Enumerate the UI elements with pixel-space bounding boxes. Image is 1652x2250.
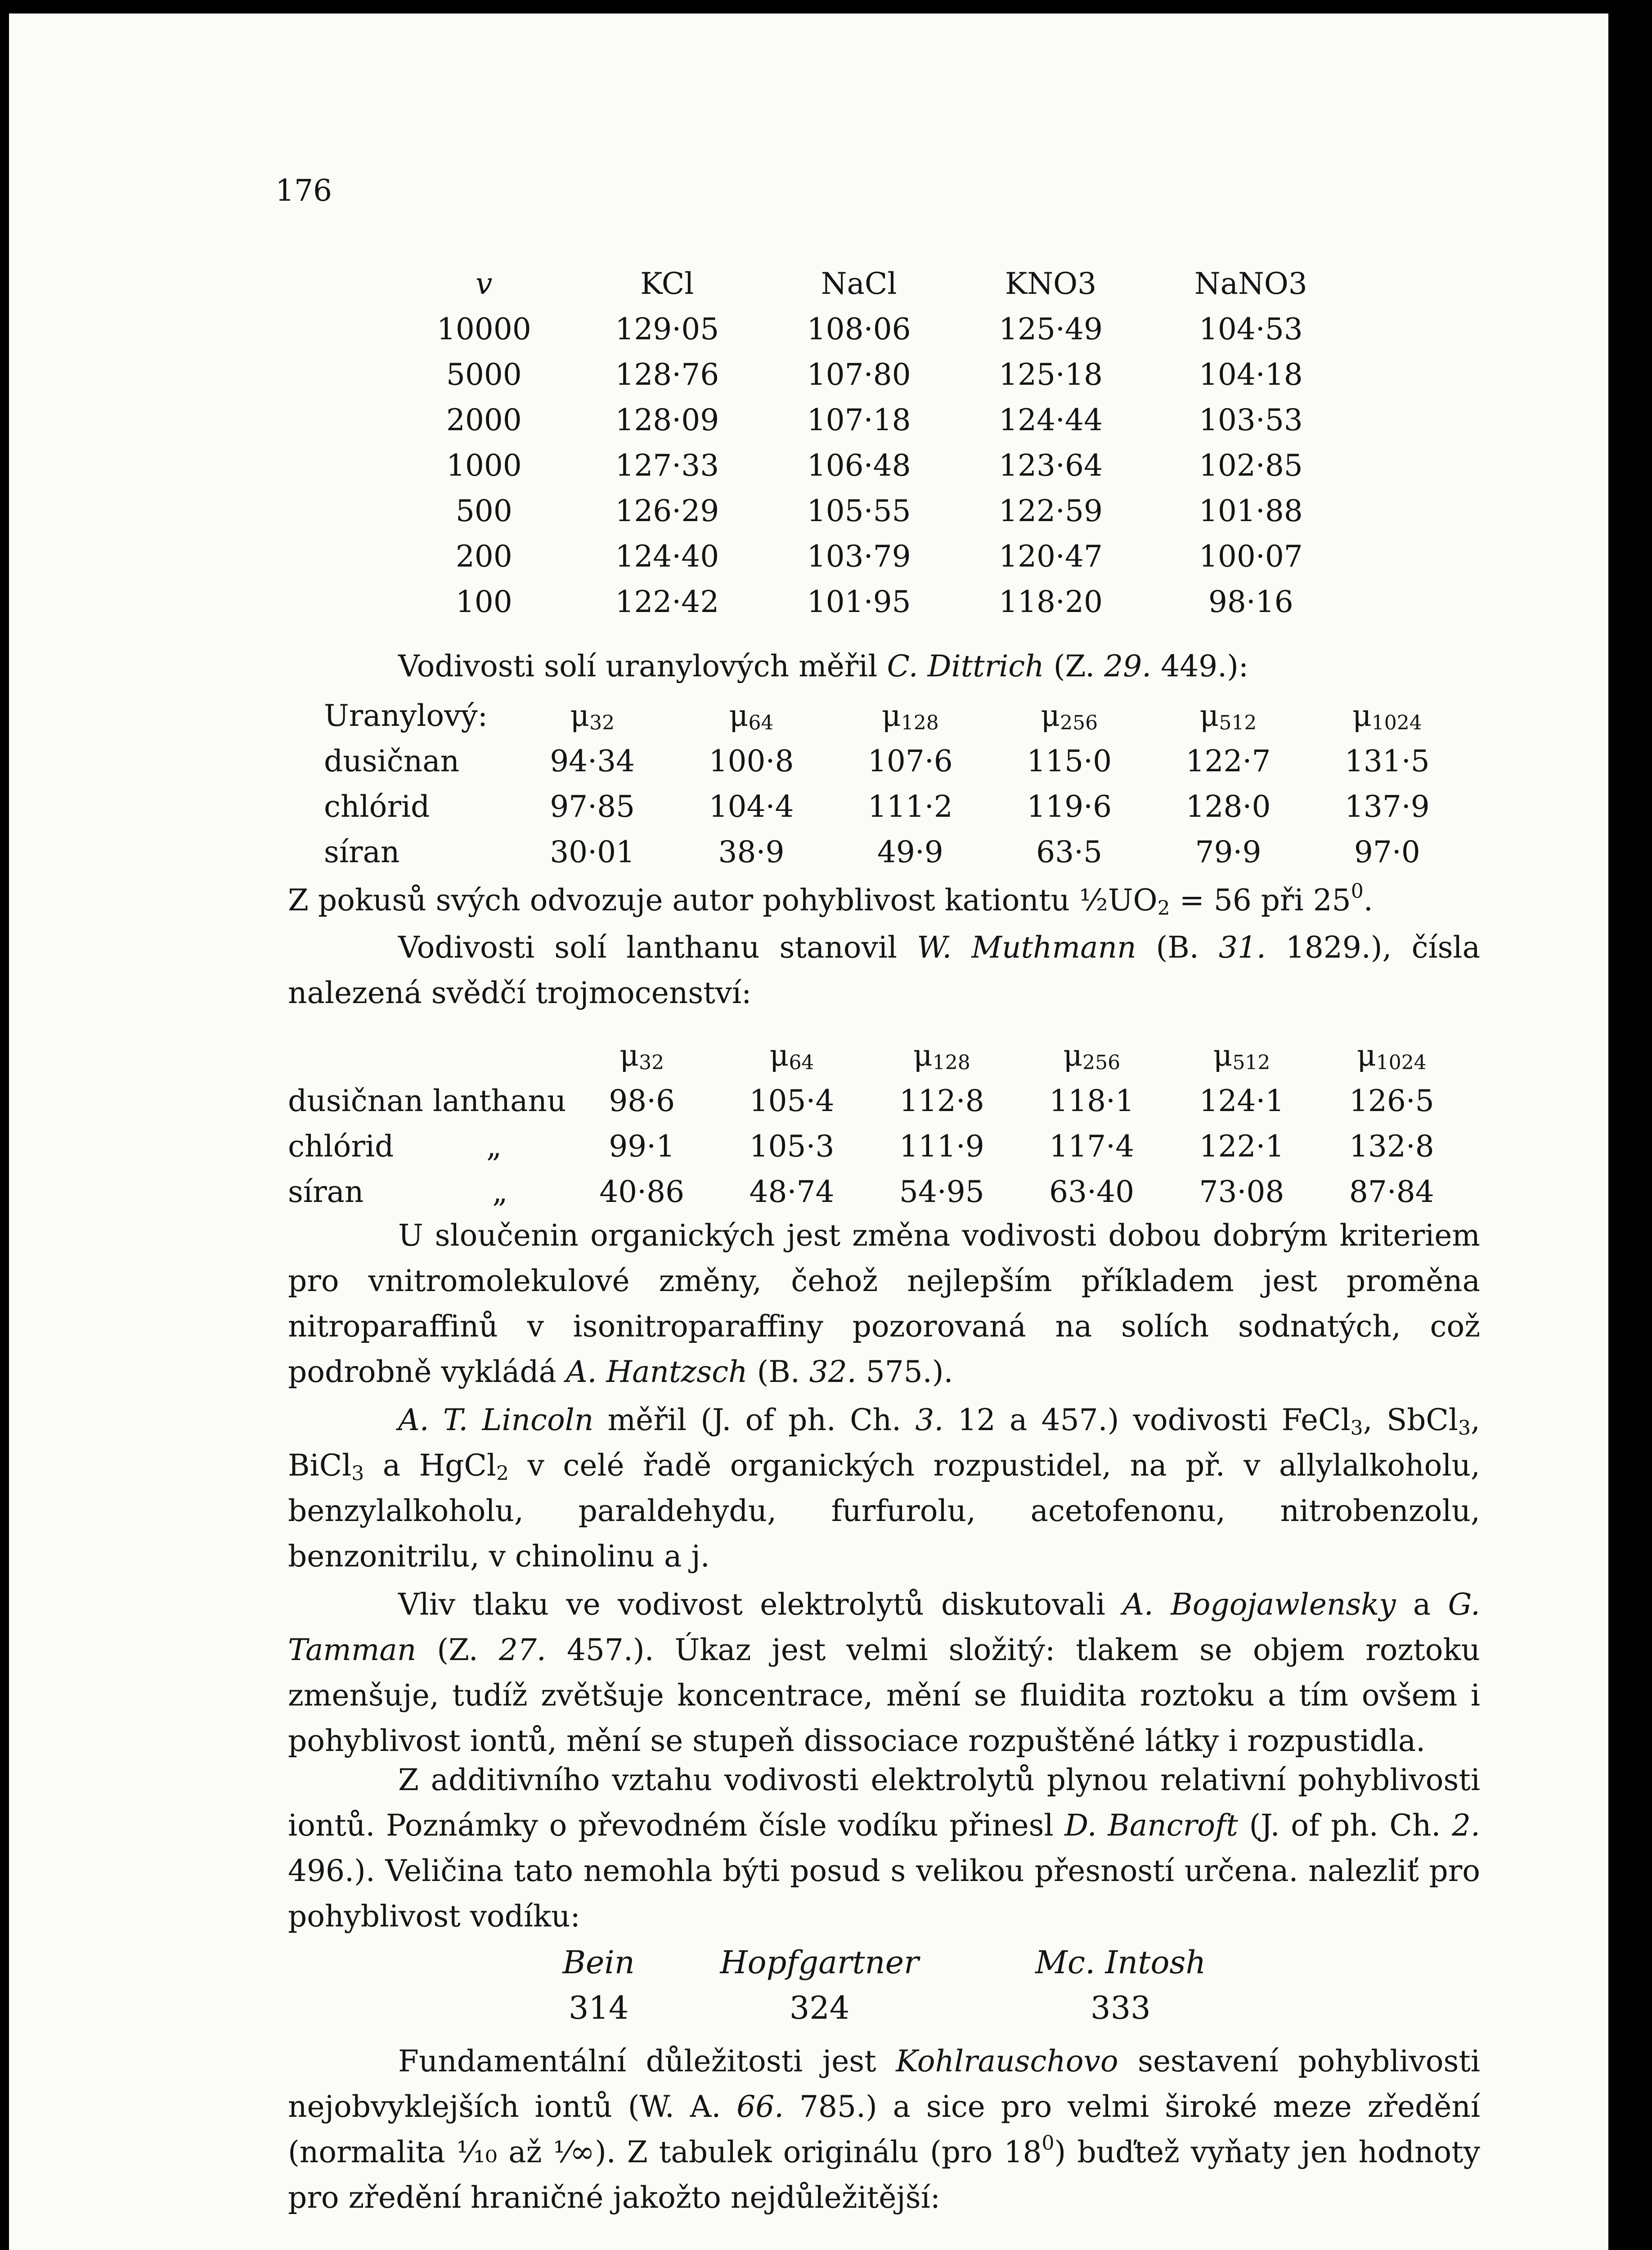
table-cell: 120·47 xyxy=(999,539,1103,574)
table-cell: 122·7 xyxy=(1185,744,1271,778)
paragraph-text: Vliv tlaku ve vodivost elektrolytů diskutovali xyxy=(398,1587,1123,1622)
mu-header: $\mu_{128}$ xyxy=(881,698,939,734)
column-header-nacl: NaCl xyxy=(821,266,897,301)
paragraph-fundamental xyxy=(288,2038,1480,2220)
table-cell: 131·5 xyxy=(1344,744,1430,778)
mu-subscript: 64 xyxy=(748,711,774,734)
conductivity-table-alkali xyxy=(397,261,1355,625)
paragraph-text: a xyxy=(1396,1587,1448,1622)
column-header-kcl: KCl xyxy=(640,266,694,301)
author-name: Mc. Intosh xyxy=(1035,1944,1206,1981)
table-cell: 324 xyxy=(789,1989,850,2026)
table-cell: 94·34 xyxy=(550,744,635,778)
table-cell: 111·9 xyxy=(899,1129,984,1164)
table-row xyxy=(397,534,1355,579)
empty-header-cell xyxy=(288,1033,567,1078)
mu-header: $\mu_{512}$ xyxy=(1213,1038,1270,1074)
fraction: ¹⁄∞ xyxy=(553,2135,595,2169)
degree-superscript: 0 xyxy=(1041,2132,1055,2155)
table-header-row xyxy=(397,261,1355,306)
subscript: 3 xyxy=(351,1462,364,1485)
row-label xyxy=(288,1169,567,1215)
table-cell: 2000 xyxy=(446,403,522,437)
table-cell: 102·85 xyxy=(1199,448,1303,483)
table-cell: 115·0 xyxy=(1027,744,1112,778)
author-name: W. Muthmann xyxy=(917,930,1136,965)
row-label xyxy=(288,1124,567,1169)
table-cell: 105·4 xyxy=(749,1084,835,1118)
table-row xyxy=(540,1985,1260,2030)
table-cell: 10000 xyxy=(436,312,531,346)
row-label xyxy=(288,1078,567,1124)
table-cell: 117·4 xyxy=(1049,1129,1135,1164)
table-row xyxy=(397,579,1355,625)
hydrogen-mobility-table xyxy=(540,1940,1260,2030)
subscript: 2 xyxy=(1157,897,1170,920)
author-name: G. Tamman xyxy=(288,1587,1480,1667)
page-number: 176 xyxy=(275,173,332,208)
paragraph-organic xyxy=(288,1213,1480,1395)
table-row xyxy=(397,488,1355,534)
table-cell: 99·1 xyxy=(609,1129,675,1164)
author-name: A. Hantzsch xyxy=(566,1354,748,1389)
caption-text: (Z. xyxy=(1044,649,1104,684)
table-cell: 38·9 xyxy=(718,835,785,869)
table-cell: 104·4 xyxy=(709,789,794,824)
volume-number: 31. xyxy=(1218,930,1266,965)
caption-uranyl xyxy=(398,644,1478,689)
row-label-text: síran xyxy=(288,1174,364,1209)
table-cell: 101·95 xyxy=(807,585,911,619)
paragraph-text: (J. of ph. Ch. xyxy=(1238,1808,1452,1843)
table-row xyxy=(288,1169,1467,1215)
table-row xyxy=(288,1124,1467,1169)
table-cell: 104·53 xyxy=(1199,312,1303,346)
mu-subscript: 256 xyxy=(1060,711,1098,734)
table-header-row xyxy=(288,1033,1467,1078)
paragraph-text: 12 a 457.) vodivosti FeCl xyxy=(943,1403,1351,1437)
table-cell: 30·01 xyxy=(550,835,635,869)
caption-text: 449.): xyxy=(1151,649,1249,684)
volume-number: 2. xyxy=(1452,1808,1481,1843)
table-cell: 107·80 xyxy=(807,357,911,392)
table-cell: 126·29 xyxy=(615,494,719,528)
table-cell: 128·76 xyxy=(615,357,719,392)
table-cell: 98·6 xyxy=(609,1084,675,1118)
table-cell: 101·88 xyxy=(1199,494,1303,528)
mu-subscript: 512 xyxy=(1219,711,1257,734)
conductivity-table-uranyl xyxy=(324,693,1467,875)
degree-superscript: 0 xyxy=(1351,880,1364,903)
paragraph-additive xyxy=(288,1757,1480,1939)
table-cell: 333 xyxy=(1091,1989,1151,2026)
table-cell: 103·53 xyxy=(1199,403,1303,437)
mu-header: $\mu_{64}$ xyxy=(769,1038,814,1074)
table-cell: 105·55 xyxy=(807,494,911,528)
mu-subscript: 32 xyxy=(589,711,615,734)
ditto-mark: „ xyxy=(492,1174,508,1209)
nano3-label: NaNO3 xyxy=(1194,266,1307,301)
paragraph-text: ) buďtež vyňaty jen hodnoty pro zředění hraničné jakožto nejdůležitější: xyxy=(288,2135,1480,2215)
table-cell: 106·48 xyxy=(807,448,911,483)
mu-header: $\mu_{256}$ xyxy=(1063,1038,1121,1074)
paragraph-text: sestavení pohyblivosti nejobvyklejších iontů (W. A. xyxy=(288,2044,1480,2124)
column-header-v xyxy=(397,261,571,306)
formula: ½UO xyxy=(1079,883,1158,918)
caption-text: Vodivosti solí uranylových měřil xyxy=(398,649,887,684)
table-cell: 100 xyxy=(455,585,512,619)
table-cell: 1000 xyxy=(446,448,522,483)
author-name: A. Bogojawlensky xyxy=(1122,1587,1396,1622)
table-row xyxy=(324,784,1467,829)
table-cell: 112·8 xyxy=(899,1084,984,1118)
subscript: 3 xyxy=(1458,1417,1471,1440)
table-row xyxy=(397,306,1355,352)
table-row xyxy=(288,1078,1467,1124)
table-cell: 79·9 xyxy=(1195,835,1261,869)
table-cell: 123·64 xyxy=(999,448,1103,483)
table-cell: 63·5 xyxy=(1036,835,1103,869)
paragraph-text: měřil (J. of ph. Ch. xyxy=(593,1403,916,1437)
row-label-uranyl: Uranylový: xyxy=(324,698,488,733)
table-cell: 100·8 xyxy=(709,744,794,778)
subscript: 2 xyxy=(496,1462,509,1485)
table-cell: 125·18 xyxy=(999,357,1103,392)
table-row xyxy=(324,829,1467,875)
table-cell: 73·08 xyxy=(1199,1174,1284,1209)
mu-header: $\mu_{128}$ xyxy=(913,1038,970,1074)
subscript: 3 xyxy=(1350,1417,1363,1440)
mu-header: $\mu_{512}$ xyxy=(1199,698,1257,734)
table-cell: 107·6 xyxy=(867,744,953,778)
table-cell: 128·0 xyxy=(1185,789,1271,824)
row-label: síran xyxy=(324,835,400,869)
table-cell: 314 xyxy=(568,1989,629,2026)
table-cell: 49·9 xyxy=(877,835,943,869)
table-row xyxy=(397,443,1355,488)
table-row xyxy=(397,397,1355,443)
row-label-text: dusičnan lanthanu xyxy=(288,1084,566,1118)
paragraph-text: 457.). Úkaz jest velmi složitý: tlakem se objem roztoku zmenšuje, tudíž zvětšuje koncentrace, mění se fluidita roztoku a tím ovšem i pohyblivost iontů, mění se stupeň dissociace rozpuštěné látky i rozpustidla. xyxy=(288,1633,1480,1758)
paragraph-text: Vodivosti solí lanthanu stanovil xyxy=(398,930,917,965)
header-v: v xyxy=(476,266,493,301)
table-cell: 127·33 xyxy=(615,448,719,483)
volume-number: 32. xyxy=(809,1354,857,1389)
volume-number: 66. xyxy=(736,2089,784,2124)
mu-header: $\mu_{256}$ xyxy=(1041,698,1098,734)
paragraph-text: = 56 při 25 xyxy=(1179,883,1351,918)
column-header-nano3 xyxy=(1147,261,1355,306)
paragraph-lanthanum xyxy=(288,925,1480,1016)
author-name: Hopfgartner xyxy=(720,1944,919,1981)
mu-subscript: 32 xyxy=(639,1051,664,1074)
mu-subscript: 512 xyxy=(1232,1051,1270,1074)
table-row xyxy=(324,738,1467,784)
table-cell: 118·1 xyxy=(1049,1084,1135,1118)
table-cell: 100·07 xyxy=(1199,539,1303,574)
table-cell: 124·44 xyxy=(999,403,1103,437)
mu-header: $\mu_{1024}$ xyxy=(1356,1038,1427,1074)
ditto-mark: „ xyxy=(486,1129,502,1164)
table-cell: 122·59 xyxy=(999,494,1103,528)
paragraph-text: Z pokusů svých odvozuje autor pohyblivost kationtu xyxy=(288,883,1070,918)
table-cell: 54·95 xyxy=(899,1174,984,1209)
book-page xyxy=(9,14,1608,2250)
table-cell: 108·06 xyxy=(807,312,911,346)
paragraph-text: (B. xyxy=(747,1354,809,1389)
paragraph-text: 1829.), čísla nalezená svědčí trojmocenství: xyxy=(288,930,1480,1010)
kno3-label: KNO3 xyxy=(1005,266,1097,301)
table-cell: 119·6 xyxy=(1027,789,1112,824)
volume-number: 29. xyxy=(1104,649,1152,684)
table-cell: 105·3 xyxy=(749,1129,835,1164)
author-name: D. Bancroft xyxy=(1064,1808,1238,1843)
table-cell: 125·49 xyxy=(999,312,1103,346)
table-cell: 124·40 xyxy=(615,539,719,574)
paragraph-lincoln: A. T. Lincoln měřil (J. of ph. Ch. 3. 12 a 457.) vodivosti FeCl$_3$, SbCl$_3$, BiCl$_3$ a HgCl$_2$ v celé řadě organických rozpustidel, na př. v allylalkoholu, benzylalkoholu, paraldehydu, furfurolu, acetofenonu, nitrobenzolu, benzonitrilu, v chinolinu a j. xyxy=(288,1403,1481,1574)
table-cell: 48·74 xyxy=(749,1174,835,1209)
mu-subscript: 64 xyxy=(789,1051,814,1074)
author-name: Bein xyxy=(562,1944,635,1981)
table-cell: 132·8 xyxy=(1349,1129,1434,1164)
table-row xyxy=(397,352,1355,397)
paragraph-text: Z additivního vztahu vodivosti elektrolytů plynou relativní pohyblivosti iontů. Poznámky o převodném čísle vodíku přinesl xyxy=(288,1763,1480,1843)
table-cell: 118·20 xyxy=(999,585,1103,619)
table-cell: 500 xyxy=(455,494,512,528)
volume-number: 27. xyxy=(498,1633,546,1667)
mu-subscript: 128 xyxy=(901,711,939,734)
table-header-row xyxy=(540,1940,1260,1985)
row-label: chlórid xyxy=(324,789,430,824)
table-cell: 137·9 xyxy=(1344,789,1430,824)
table-cell: 40·86 xyxy=(599,1174,685,1209)
table-cell: 5000 xyxy=(446,357,522,392)
paragraph-cation xyxy=(288,878,1480,923)
table-cell: 87·84 xyxy=(1349,1174,1434,1209)
table-cell: 122·42 xyxy=(615,585,719,619)
mu-subscript: 1024 xyxy=(1376,1051,1427,1074)
paragraph-text: (B. xyxy=(1136,930,1219,965)
author-name: A. T. Lincoln xyxy=(398,1403,594,1437)
mu-header: $\mu_{1024}$ xyxy=(1352,698,1422,734)
table-cell: 111·2 xyxy=(867,789,953,824)
paragraph-text: ). Z tabulek originálu (pro 18 xyxy=(594,2135,1042,2169)
column-header-kno3 xyxy=(955,261,1146,306)
paragraph-pressure xyxy=(288,1582,1480,1764)
paragraph-text: 575.). xyxy=(856,1354,953,1389)
table-cell: 104·18 xyxy=(1199,357,1303,392)
paragraph-text: U sloučenin organických jest změna vodivosti dobou dobrým kriteriem pro vnitromolekulové změny, čehož nejlepším příkladem jest proměna nitroparaffinů v isonitroparaffiny pozorovaná na solích sodnatých, což podrobně vykládá xyxy=(288,1218,1480,1389)
table-header-row xyxy=(324,693,1467,738)
mu-subscript: 1024 xyxy=(1371,711,1422,734)
table-cell: 97·85 xyxy=(550,789,635,824)
table-cell: 63·40 xyxy=(1049,1174,1135,1209)
paragraph-text: až xyxy=(497,2135,553,2169)
mu-subscript: 128 xyxy=(932,1051,970,1074)
table-cell: 129·05 xyxy=(615,312,719,346)
table-cell: 128·09 xyxy=(615,403,719,437)
table-cell: 122·1 xyxy=(1199,1129,1284,1164)
mu-header: $\mu_{64}$ xyxy=(729,698,774,734)
table-cell: 200 xyxy=(455,539,512,574)
paragraph-text: Fundamentální důležitosti jest xyxy=(398,2044,896,2079)
mu-subscript: 256 xyxy=(1082,1051,1121,1074)
paragraph-text: . xyxy=(1363,883,1373,918)
table-cell: 97·0 xyxy=(1354,835,1420,869)
author-name: Kohlrauschovo xyxy=(896,2044,1118,2079)
table-cell: 124·1 xyxy=(1199,1084,1284,1118)
table-cell: 103·79 xyxy=(807,539,911,574)
paragraph-text: (Z. xyxy=(416,1633,499,1667)
row-label: dusičnan xyxy=(324,744,460,778)
fraction: ¹⁄₁₀ xyxy=(456,2135,498,2169)
table-cell: 98·16 xyxy=(1208,585,1293,619)
table-cell: 126·5 xyxy=(1349,1084,1434,1118)
author-name: C. Dittrich xyxy=(887,649,1044,684)
conductivity-table-lanthanum xyxy=(288,1033,1467,1215)
table-cell: 107·18 xyxy=(807,403,911,437)
paragraph-text: 785.) a sice pro velmi široké meze zředění (normalita xyxy=(288,2089,1480,2169)
row-label-text: chlórid xyxy=(288,1129,394,1164)
paragraph-text: v celé řadě organických rozpustidel, na př. v allylalkoholu, benzylalkoholu, paraldehydu, furfurolu, acetofenonu, nitrobenzolu, benzonitrilu, v chinolinu a j. xyxy=(288,1448,1480,1574)
mu-header: $\mu_{32}$ xyxy=(620,1038,664,1074)
volume-number: 3. xyxy=(915,1403,944,1437)
mu-header: $\mu_{32}$ xyxy=(570,698,615,734)
paragraph-text: 496.). Veličina tato nemohla býti posud s velikou přesností určena. nalezliť pro pohyblivost vodíku: xyxy=(288,1854,1480,1934)
